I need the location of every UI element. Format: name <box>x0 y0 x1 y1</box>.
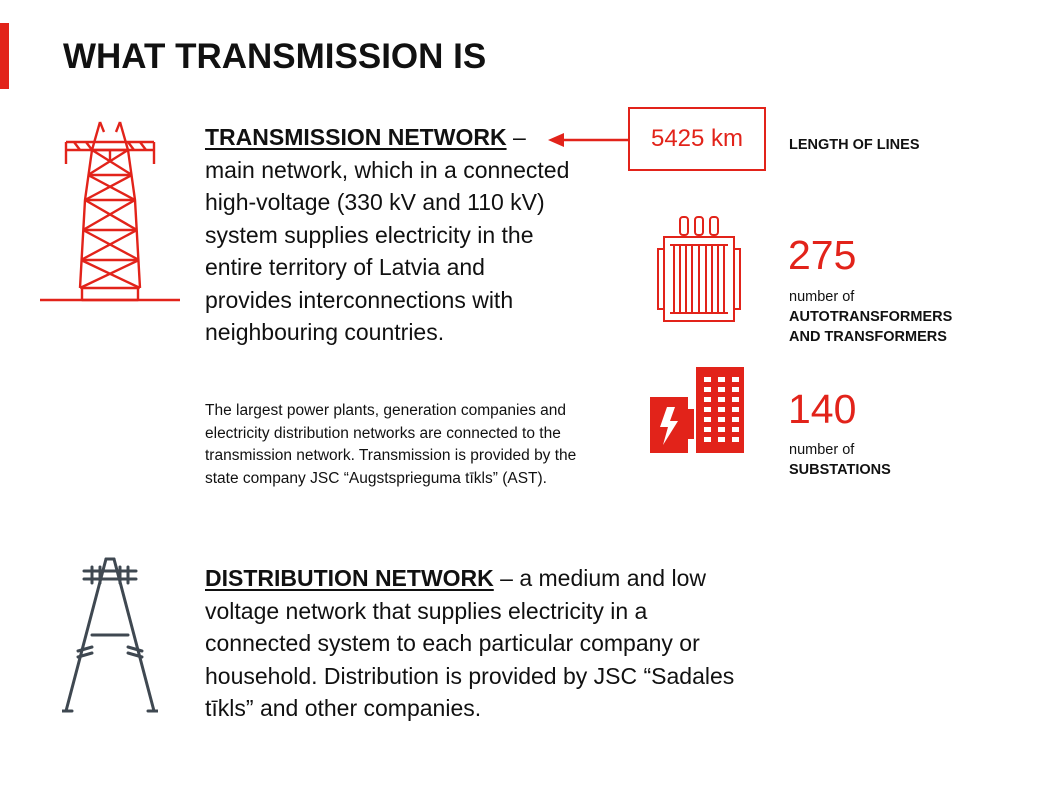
transmission-tower-icon <box>40 120 180 305</box>
distribution-heading: DISTRIBUTION NETWORK <box>205 565 494 591</box>
distribution-pole-icon <box>62 555 158 715</box>
substations-label: SUBSTATIONS <box>789 462 891 478</box>
transmission-heading: TRANSMISSION NETWORK <box>205 124 507 150</box>
transformers-value: 275 <box>788 232 857 278</box>
transmission-section <box>205 121 575 349</box>
distribution-section <box>205 562 750 725</box>
transformer-icon <box>656 215 742 323</box>
substations-value: 140 <box>788 386 857 432</box>
substation-icon <box>650 367 746 455</box>
transmission-lead <box>205 121 575 349</box>
transformers-description <box>789 287 952 347</box>
distribution-lead <box>205 562 750 725</box>
transmission-heading-dash: – <box>506 124 526 150</box>
transformers-prefix: number of <box>789 289 855 305</box>
lines-length-value: 5425 km <box>628 107 766 171</box>
substations-description <box>789 440 891 480</box>
transformers-label-line2: AND TRANSFORMERS <box>789 329 947 345</box>
transmission-description: main network, which in a connected high-voltage (330 kV and 110 kV) system supplies electricity in the entire territory of Latvia and provides interconnections with neighbouring countries. <box>205 156 570 345</box>
title-accent-bar <box>0 23 9 89</box>
distribution-description: a medium and low voltage network that supplies electricity in a connected system to each particular company or household. Distribution is provided by JSC “Sadales tīkls” and other companies. <box>205 565 735 721</box>
transformers-label-line1: AUTOTRANSFORMERS <box>789 309 953 325</box>
distribution-heading-dash: – <box>493 565 513 591</box>
arrow-left-icon <box>548 131 628 149</box>
transmission-note: The largest power plants, generation companies and electricity distribution networks are connected to the transmission network. Transmission is provided by the state company JSC “Augstsprieguma tīkls” (AST). <box>205 402 577 487</box>
substations-prefix: number of <box>789 442 855 458</box>
lines-length-label: LENGTH OF LINES <box>789 137 920 153</box>
page-title: WHAT TRANSMISSION IS <box>63 37 487 76</box>
